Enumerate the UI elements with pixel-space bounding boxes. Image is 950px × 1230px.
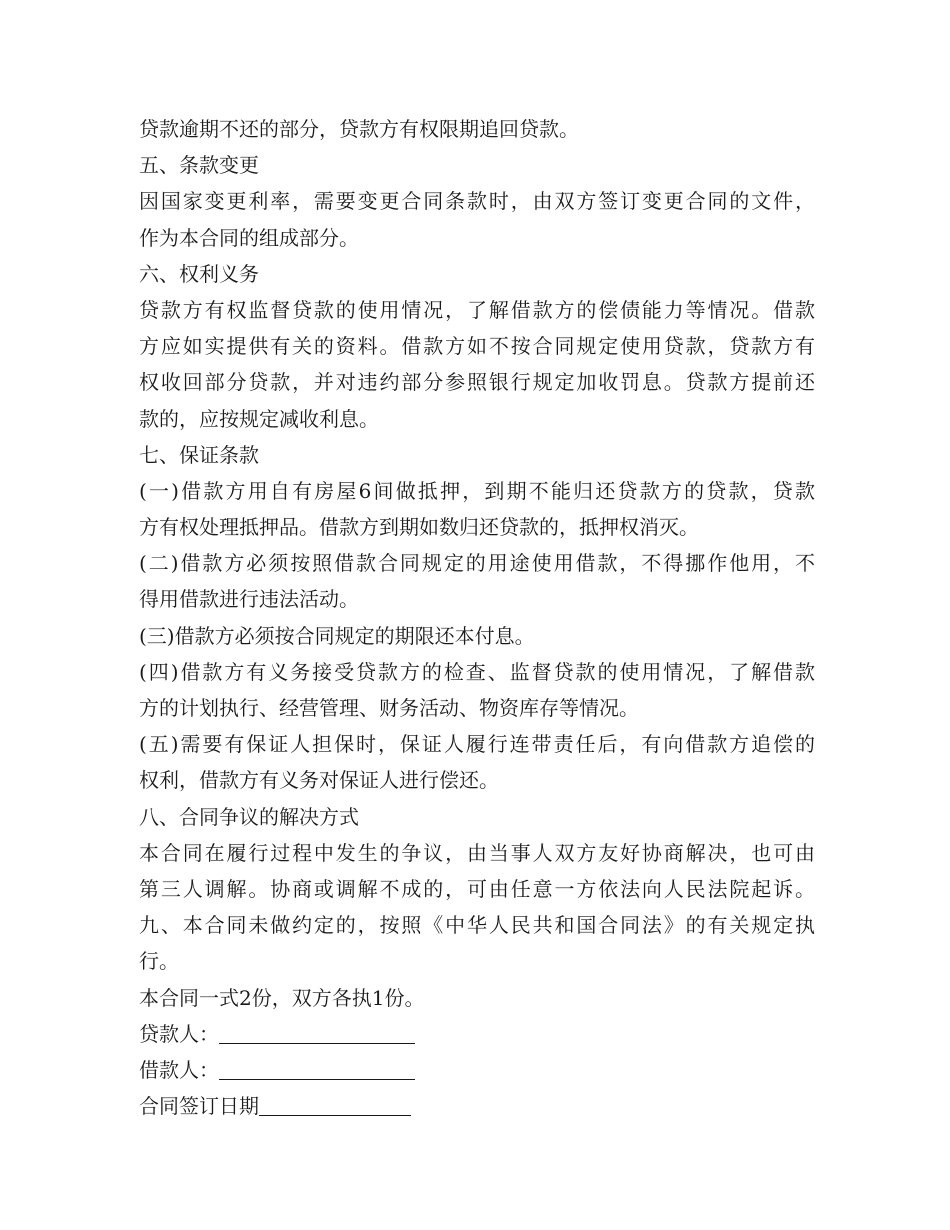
text-line: 本合同在履行过程中发生的争议，由当事人双方友好协商解决，也可由 xyxy=(139,840,815,865)
text-line: 作为本合同的组成部分。 xyxy=(139,225,359,250)
text-line: 贷款方有权监督贷款的使用情况，了解借款方的偿债能力等情况。借款 xyxy=(139,297,815,322)
lender-signature-line xyxy=(139,1016,815,1052)
text-line: 九、本合同未做约定的，按照《中华人民共和国合同法》的有关规定执 xyxy=(139,913,815,938)
text-line: 权收回部分贷款，并对违约部分参照银行规定加收罚息。贷款方提前还 xyxy=(139,370,815,395)
text-line: (三)借款方必须按合同规定的期限还本付息。 xyxy=(139,623,535,648)
text-line: 方的计划执行、经营管理、财务活动、物资库存等情况。 xyxy=(139,696,639,720)
text-line: (五)需要有保证人担保时，保证人履行连带责任后，有向借款方追偿的 xyxy=(139,732,815,757)
text-line: (一)借款方用自有房屋6间做抵押，到期不能归还贷款方的贷款，贷款 xyxy=(139,478,815,503)
text-line: 方应如实提供有关的资料。借款方如不按合同规定使用贷款，贷款方有 xyxy=(139,334,815,359)
text-line: 本合同一式2份，双方各执1份。 xyxy=(139,985,425,1010)
text-line: 第三人调解。协商或调解不成的，可由任意一方依法向人民法院起诉。 xyxy=(139,876,815,901)
text-line: 方有权处理抵押品。借款方到期如数归还贷款的，抵押权消灭。 xyxy=(139,515,699,540)
text-line: 贷款逾期不还的部分，贷款方有权限期追回贷款。 xyxy=(139,117,579,141)
text-line: 因国家变更利率，需要变更合同条款时，由双方签订变更合同的文件， xyxy=(139,189,815,214)
borrower-blank xyxy=(219,1059,415,1080)
contract-body xyxy=(139,111,815,1016)
text-line: 六、权利义务 xyxy=(139,261,259,286)
lender-blank xyxy=(219,1023,415,1044)
signing-date-label: 合同签订日期 xyxy=(139,1094,259,1119)
text-line: 款的，应按规定减收利息。 xyxy=(139,406,379,431)
text-line: 得用借款进行违法活动。 xyxy=(139,587,359,612)
signing-date-line xyxy=(139,1088,815,1124)
text-line: 七、保证条款 xyxy=(139,442,259,467)
lender-label: 贷款人： xyxy=(139,1021,219,1046)
text-line: 权利，借款方有义务对保证人进行偿还。 xyxy=(139,768,499,793)
contract-text xyxy=(139,111,815,1124)
borrower-signature-line xyxy=(139,1052,815,1088)
text-line: 行。 xyxy=(139,949,179,974)
borrower-label: 借款人： xyxy=(139,1057,219,1082)
text-line: 五、条款变更 xyxy=(139,153,259,178)
text-line: 八、合同争议的解决方式 xyxy=(139,804,359,829)
signing-date-blank xyxy=(259,1095,411,1116)
text-line: (四)借款方有义务接受贷款方的检查、监督贷款的使用情况，了解借款 xyxy=(139,659,815,684)
text-line: (二)借款方必须按照借款合同规定的用途使用借款，不得挪作他用，不 xyxy=(139,551,815,576)
